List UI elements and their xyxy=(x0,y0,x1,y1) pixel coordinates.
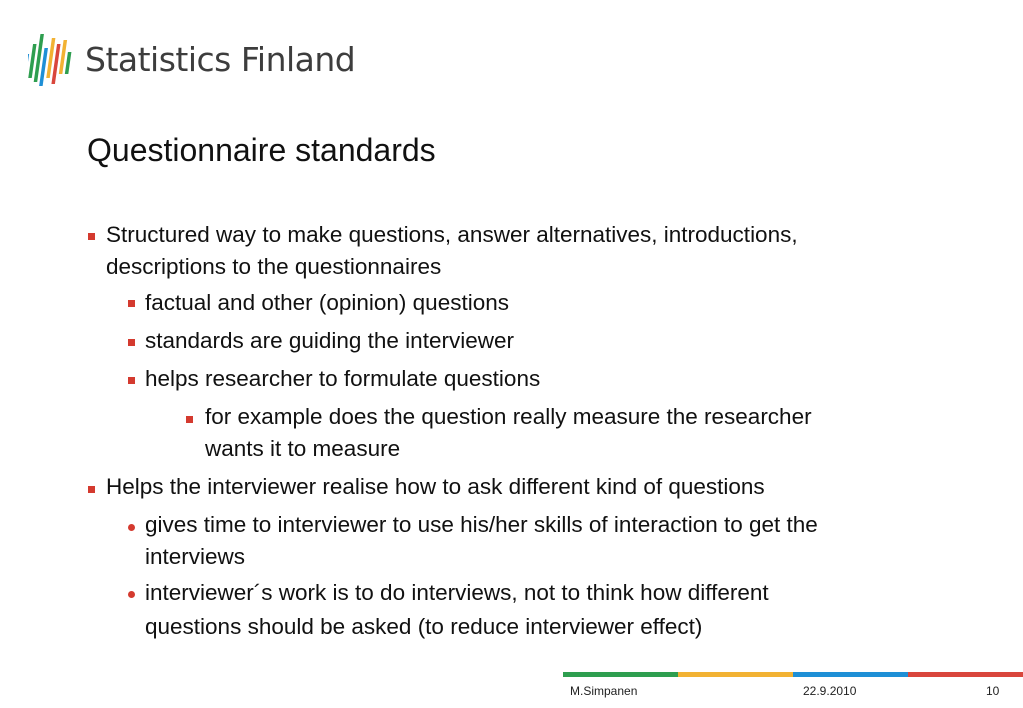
bullet-text: factual and other (opinion) questions xyxy=(145,290,509,315)
bullet-text: wants it to measure xyxy=(205,436,401,461)
bullet-dot-icon xyxy=(128,591,135,598)
bullet-text: questions should be asked (to reduce interviewer effect) xyxy=(145,614,703,639)
footer-stripe-blue xyxy=(793,672,908,677)
bullet-square-icon xyxy=(128,339,135,346)
bullet-dot-icon xyxy=(128,524,135,531)
bullet-text: helps researcher to formulate questions xyxy=(145,366,541,391)
bullet-square-icon xyxy=(128,300,135,307)
bullet-square-icon xyxy=(88,486,95,493)
footer-stripe-green xyxy=(563,672,678,677)
footer-date: 22.9.2010 xyxy=(803,684,857,698)
bullet-text: for example does the question really measure the researcher xyxy=(205,404,812,429)
bullet-text: gives time to interviewer to use his/her skills of interaction to get the xyxy=(145,512,818,537)
logo-text: Statistics Finland xyxy=(85,40,356,79)
bullet-text: Helps the interviewer realise how to ask different kind of questions xyxy=(106,474,765,499)
footer-page-number: 10 xyxy=(986,684,1000,698)
bullet-square-icon xyxy=(88,233,95,240)
bullet-text: interviewer´s work is to do interviews, not to think how different xyxy=(145,580,769,605)
footer-stripe-red xyxy=(908,672,1023,677)
slide-title: Questionnaire standards xyxy=(87,132,436,168)
bullet-text: descriptions to the questionnaires xyxy=(106,254,442,279)
bullet-square-icon xyxy=(186,416,193,423)
bullet-text: standards are guiding the interviewer xyxy=(145,328,514,353)
footer-stripe-yellow xyxy=(678,672,793,677)
bullet-text: Structured way to make questions, answer alternatives, introductions, xyxy=(106,222,798,247)
footer-author: M.Simpanen xyxy=(570,684,638,698)
bullet-text: interviews xyxy=(145,544,246,569)
bullet-square-icon xyxy=(128,377,135,384)
